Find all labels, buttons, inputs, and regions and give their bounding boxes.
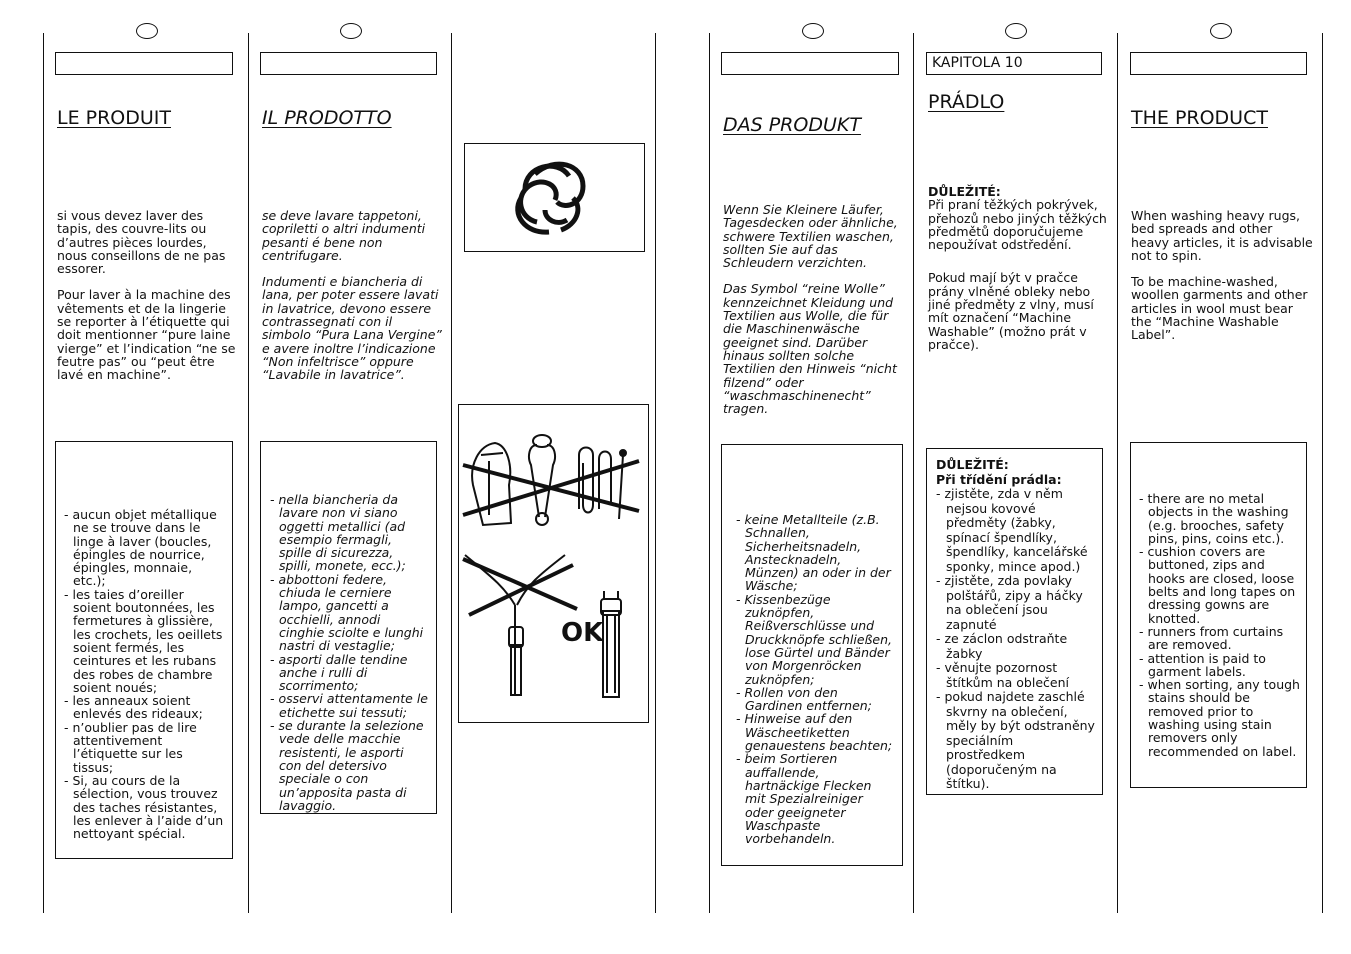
list-item: - osservi attentamente le etichette sui tessuti; <box>270 692 428 719</box>
paragraph: When washing heavy rugs, bed spreads and other heavy articles, it is advisable not to spin. <box>1131 208 1313 263</box>
section-title-it: IL PRODOTTO <box>262 107 392 129</box>
list-item: - ze záclon odstraňte žabky <box>936 632 1096 661</box>
woolmark-icon <box>465 144 644 251</box>
chapter-box <box>55 52 233 75</box>
language-marker-circle <box>136 23 158 39</box>
list-item: - cushion covers are buttoned, zips and hooks are closed, loose belts and long tapes on dressing gowns are knotted. <box>1139 545 1300 625</box>
column-rule <box>655 33 656 913</box>
metal-objects-figure <box>459 405 648 722</box>
intro-text-fr <box>57 209 237 395</box>
paragraph: se deve lavare tappetoni, copriletti o altri indumenti pesanti é bene non centrifugare. <box>262 208 426 263</box>
checklist-cz <box>936 487 1096 792</box>
intro-text-de <box>723 203 905 428</box>
list-item: - zjistěte, zda v něm nejsou kovové předměty (žabky, spínací špendlíky, špendlíky, kancelářské sponky, mince apod.) <box>936 487 1096 574</box>
paragraph: si vous devez laver des tapis, des couvre-lits ou d’autres pièces lourdes, nous conseillons de ne pas essorer. <box>57 208 226 277</box>
list-item: - when sorting, any tough stains should be removed prior to washing using stain removers only recommended on label. <box>1139 678 1300 758</box>
column-rule <box>913 33 914 913</box>
checklist-box-cz <box>926 448 1103 795</box>
list-item: - aucun objet métallique ne se trouve dans le linge à laver (boucles, épingles de nourrice, épingles, monnaie, etc.); <box>64 508 224 588</box>
list-item: - Kissenbezüge zuknöpfen, Reißverschlüsse und Druckknöpfe schließen, lose Gürtel und Bänder von Morgenröcken zuknöpfen; <box>736 593 894 686</box>
checklist-box-fr <box>55 441 233 859</box>
section-title-fr: LE PRODUIT <box>57 107 171 129</box>
paragraph: Wenn Sie Kleinere Läufer, Tagesdecken oder ähnliche, schwere Textilien waschen, sollten Sie auf das Schleudern verzichten. <box>723 202 898 271</box>
section-title-cz: PRÁDLO <box>928 91 1005 113</box>
section-title-de: DAS PRODUKT <box>723 114 861 136</box>
list-item: - there are no metal objects in the washing (e.g. brooches, safety pins, pins, coins etc.). <box>1139 492 1300 545</box>
paragraph: Pour laver à la machine des vêtements et de la lingerie se reporter à l’étiquette qui doit mentionner “pure laine vierge” et l’indication “ne se feutre pas” ou “peut être lavé en machine”. <box>57 287 236 383</box>
checklist-de <box>736 513 894 845</box>
list-item: - abbottoni federe, chiuda le cerniere lampo, gancetti a occhielli, annodi cinghie sciolte e lunghi nastri di vestaglie; <box>270 573 428 653</box>
language-marker-circle <box>1005 23 1027 39</box>
list-item: - les taies d’oreiller soient boutonnées, les fermetures à glissière, les crochets, les oeillets soient fermés, les ceintures et les rubans des robes de chambre soient noués; <box>64 588 224 694</box>
cross-line <box>463 559 577 609</box>
column-rule <box>1322 33 1323 913</box>
safety-pin-icon <box>529 435 555 525</box>
list-item: - nella biancheria da lavare non vi siano oggetti metallici (ad esempio fermagli, spille di sicurezza, spilli, monete, ecc.); <box>270 493 428 573</box>
ok-label: OK <box>561 618 604 648</box>
closed-zipper-icon <box>601 591 621 697</box>
chapter-box <box>1130 52 1307 75</box>
paragraph: To be machine-washed, woollen garments and other articles in wool must bear the “Machine Washable Label”. <box>1131 274 1308 343</box>
section-title-en: THE PRODUCT <box>1131 107 1268 129</box>
column-rule <box>43 33 44 913</box>
list-item: - Hinweise auf den Wäscheetiketten genauestens beachten; <box>736 712 894 752</box>
sorting-illustration <box>458 404 649 723</box>
language-marker-circle <box>1210 23 1232 39</box>
checklist-box-it <box>260 441 437 814</box>
list-item: - Rollen von den Gardinen entfernen; <box>736 686 894 713</box>
intro-text-en <box>1131 209 1313 355</box>
paragraph: Pokud mají být v pračce prány vlněné obleky nebo jiné předměty z vlny, musí mít označení “Machine Washable” (možno prát v pračce). <box>928 270 1094 352</box>
column-rule <box>451 33 452 913</box>
list-item: - les anneaux soient enlevés des rideaux; <box>64 694 224 721</box>
paragraph: Das Symbol “reine Wolle” kennzeichnet Kleidung und Textilien aus Wolle, die für die Maschinenwäsche geeignet sind. Darüber hinaus sollten solche Textilien den Hinweis “nicht filzend” oder “waschmaschinenecht” tragen. <box>723 281 897 417</box>
column-rule <box>1117 33 1118 913</box>
intro-text-it <box>262 209 442 395</box>
list-item: - runners from curtains are removed. <box>1139 625 1300 652</box>
checklist-box-de <box>721 444 903 866</box>
paragraph: Při praní těžkých pokrývek, přehozů nebo jiných těžkých předmětů doporučujeme nepoužívat odstředění. <box>928 197 1107 253</box>
language-marker-circle <box>802 23 824 39</box>
checklist-it <box>270 493 428 812</box>
list-item: - Si, au cours de la sélection, vous trouvez des taches résistantes, les enlever à l’aide d’un nettoyant spécial. <box>64 774 224 840</box>
box-subtitle: Při třídění prádla: <box>936 472 1062 487</box>
list-item: - zjistěte, zda povlaky polštářů, zipy a háčky na oblečení jsou zapnuté <box>936 574 1096 632</box>
list-item: - pokud najdete zaschlé skvrny na oblečení, měly by být odstraněny speciálním prostředkem (doporučeným na štítku). <box>936 690 1096 792</box>
column-rule <box>709 33 710 913</box>
checklist-en <box>1139 492 1300 758</box>
garment-icon <box>472 443 511 525</box>
list-item: - asporti dalle tendine anche i rulli di scorrimento; <box>270 653 428 693</box>
column-rule <box>248 33 249 913</box>
important-label: DŮLEŽITÉ: <box>936 457 1009 472</box>
intro-text-cz <box>928 185 1110 364</box>
chapter-box <box>721 52 899 75</box>
list-item: - keine Metallteile (z.B. Schnallen, Sicherheitsnadeln, Anstecknadeln, Münzen) an oder in der Wäsche; <box>736 513 894 593</box>
checklist-box-en <box>1130 442 1307 788</box>
list-item: - věnujte pozornost štítkům na oblečení <box>936 661 1096 690</box>
list-item: - n’oublier pas de lire attentivement l’étiquette sur les tissus; <box>64 721 224 774</box>
chapter-box <box>260 52 437 75</box>
important-label: DŮLEŽITÉ: <box>928 184 1001 199</box>
language-marker-circle <box>340 23 362 39</box>
list-item: - se durante la selezione vede delle macchie resistenti, le asporti con del detersivo speciale o con un’apposita pasta di lavaggio. <box>270 719 428 812</box>
list-item: - attention is paid to garment labels. <box>1139 652 1300 679</box>
wool-mark-figure <box>464 143 645 252</box>
list-item: - beim Sortieren auffallende, hartnäckige Flecken mit Spezialreiniger oder geeigneter Waschpaste vorbehandeln. <box>736 752 894 845</box>
paragraph: Indumenti e biancheria di lana, per poter essere lavati in lavatrice, devono essere contrassegnati con il simbolo “Pura Lana Vergine” e avere inoltre l’indicazione “Non infeltrisce” oppure “Lavabile in lavatrice”. <box>262 274 442 383</box>
chapter-box <box>926 52 1102 75</box>
chapter-label: KAPITOLA 10 <box>932 55 1023 71</box>
checklist-fr <box>64 508 224 840</box>
